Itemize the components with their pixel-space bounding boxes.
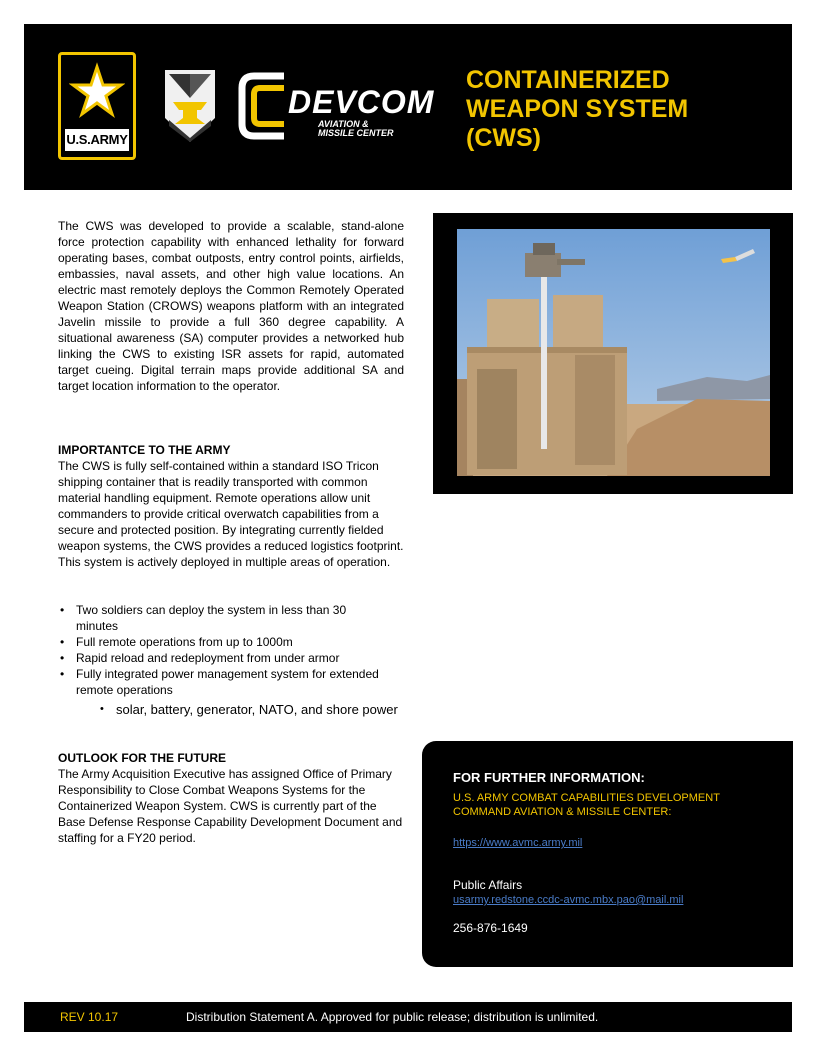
phone-number: 256-876-1649: [453, 921, 528, 935]
list-item: • Fully integrated power management system for extended remote operations: [58, 666, 388, 698]
info-organization: U.S. ARMY COMBAT CAPABILITIES DEVELOPMENT COMMAND AVIATION & MISSILE CENTER:: [453, 792, 720, 818]
outlook-section: [58, 750, 404, 846]
devcom-sub-line1: AVIATION &: [318, 119, 369, 129]
revision-label: REV 10.17: [60, 1010, 119, 1024]
header-banner: [24, 24, 792, 190]
army-logo-text: U.S.ARMY: [65, 129, 129, 151]
list-item: • Rapid reload and redeployment from under armor: [58, 650, 388, 666]
email-link[interactable]: usarmy.redstone.ccdc-avmc.mbx.pao@mail.mil: [453, 894, 684, 906]
footer-bar: [24, 1002, 792, 1032]
public-affairs-label: Public Affairs: [453, 878, 523, 892]
photo-frame: [433, 213, 793, 494]
importance-paragraph: The CWS is fully self-contained within a standard ISO Tricon shipping container that is readily transported with common material handling equipment. Remote operations allow unit commanders to provide critical overwatch capabilities from a secure and protected position. By integrating currently fielded weapon systems, the CWS provides a reduced logistics footprint. This system is actively deployed in multiple areas of operation.: [58, 459, 404, 569]
title-line-2: WEAPON SYSTEM: [466, 95, 689, 123]
devcom-wordmark: DEVCOM: [288, 84, 435, 120]
outlook-paragraph: The Army Acquisition Executive has assigned Office of Primary Responsibility to Close Combat Weapons Systems for the Containerized Weapon System. CWS is currently part of the Base Defense Response Capability Development Document and staffing for a FY20 period.: [58, 767, 403, 845]
title-line-1: CONTAINERIZED: [466, 66, 670, 94]
contact-info-content: [453, 771, 773, 935]
devcom-logo: [238, 72, 438, 142]
page-title: [466, 66, 786, 153]
feature-list: [58, 602, 388, 698]
army-star-icon: [69, 61, 125, 123]
info-heading: FOR FURTHER INFORMATION:: [453, 770, 645, 785]
website-link[interactable]: https://www.avmc.army.mil: [453, 837, 583, 849]
us-army-logo: [58, 52, 136, 160]
devcom-sub-line2: MISSILE CENTER: [318, 128, 394, 138]
title-line-3: (CWS): [466, 124, 541, 152]
devcom-subtitle: [318, 120, 394, 138]
importance-heading: IMPORTANTCE TO THE ARMY: [58, 443, 231, 457]
outlook-heading: OUTLOOK FOR THE FUTURE: [58, 751, 226, 765]
list-item: • Full remote operations from up to 1000m: [58, 634, 388, 650]
cws-photo: [457, 229, 770, 476]
distribution-statement: Distribution Statement A. Approved for public release; distribution is unlimited.: [186, 1010, 599, 1024]
sub-list-item: • solar, battery, generator, NATO, and shore power: [98, 702, 406, 717]
contact-info-box: [422, 741, 793, 967]
anvil-emblem-icon: [161, 68, 219, 144]
intro-section: [58, 218, 404, 394]
devcom-c-icon: [238, 72, 290, 140]
intro-paragraph: The CWS was developed to provide a scalable, stand-alone force protection capability with enhanced lethality for forward operating bases, combat outposts, entry control points, airfields, embassies, naval assets, and other high value locations. An electric mast remotely deploys the Common Remotely Operated Weapon Station (CROWS) weapons platform with an integrated Javelin missile to provide a full 360 degree capability. A situational awareness (SA) computer provides a networked hub linking the CWS to existing ISR assets for rapid, automated target cueing. Digital terrain maps provide additional SA and target location information to the operator.: [58, 219, 404, 393]
importance-section: [58, 442, 404, 570]
list-item: • Two soldiers can deploy the system in less than 30 minutes: [58, 602, 388, 634]
